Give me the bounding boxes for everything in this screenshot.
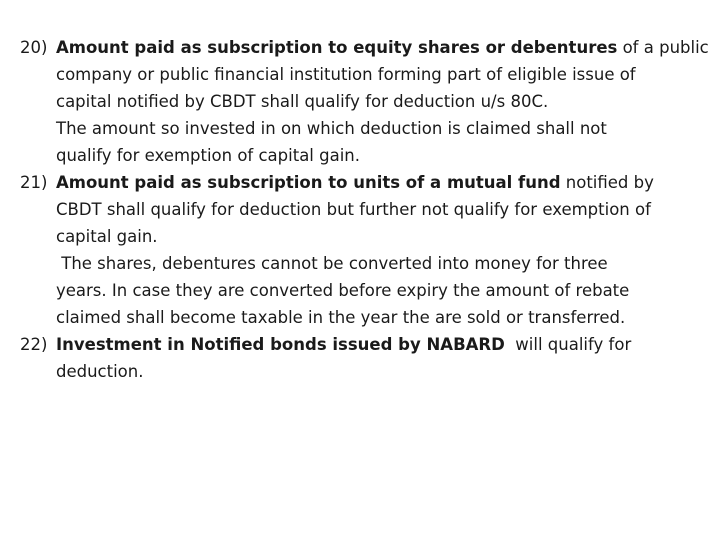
note-line: The amount so invested in on which deduction is claimed shall not [56,119,607,138]
bold-text: Amount paid as subscription to units of a mutual fund [56,173,561,192]
item-note-21 [20,250,710,331]
note-line: years. In case they are converted before expiry the amount of rebate [56,281,630,300]
item-number: 22) [20,335,48,354]
bold-text: Amount paid as subscription to equity shares or debentures [56,38,618,57]
item-line: company or public financial institution forming part of eligible issue of [56,65,636,84]
list-item-22 [20,331,710,385]
item-number: 20) [20,38,48,57]
item-note-20 [20,115,710,169]
plain-text: notified by [560,173,654,192]
item-line [56,331,710,358]
bold-text: Investment in Notified bonds issued by NABARD [56,335,505,354]
plain-text: of a public [617,38,709,57]
item-line: deduction. [56,362,144,381]
item-line [56,169,710,196]
slide-content [20,34,710,385]
list-item-20 [20,34,710,115]
item-line: capital notified by CBDT shall qualify for deduction u/s 80C. [56,92,549,111]
item-number: 21) [20,173,48,192]
item-line [56,34,710,61]
list-item-21 [20,169,710,250]
note-line: The shares, debentures cannot be converted into money for three [56,254,608,273]
item-line: capital gain. [56,227,158,246]
item-line: CBDT shall qualify for deduction but further not qualify for exemption of [56,200,651,219]
note-line: claimed shall become taxable in the year the are sold or transferred. [56,308,626,327]
plain-text: will qualify for [504,335,632,354]
note-line: qualify for exemption of capital gain. [56,146,361,165]
